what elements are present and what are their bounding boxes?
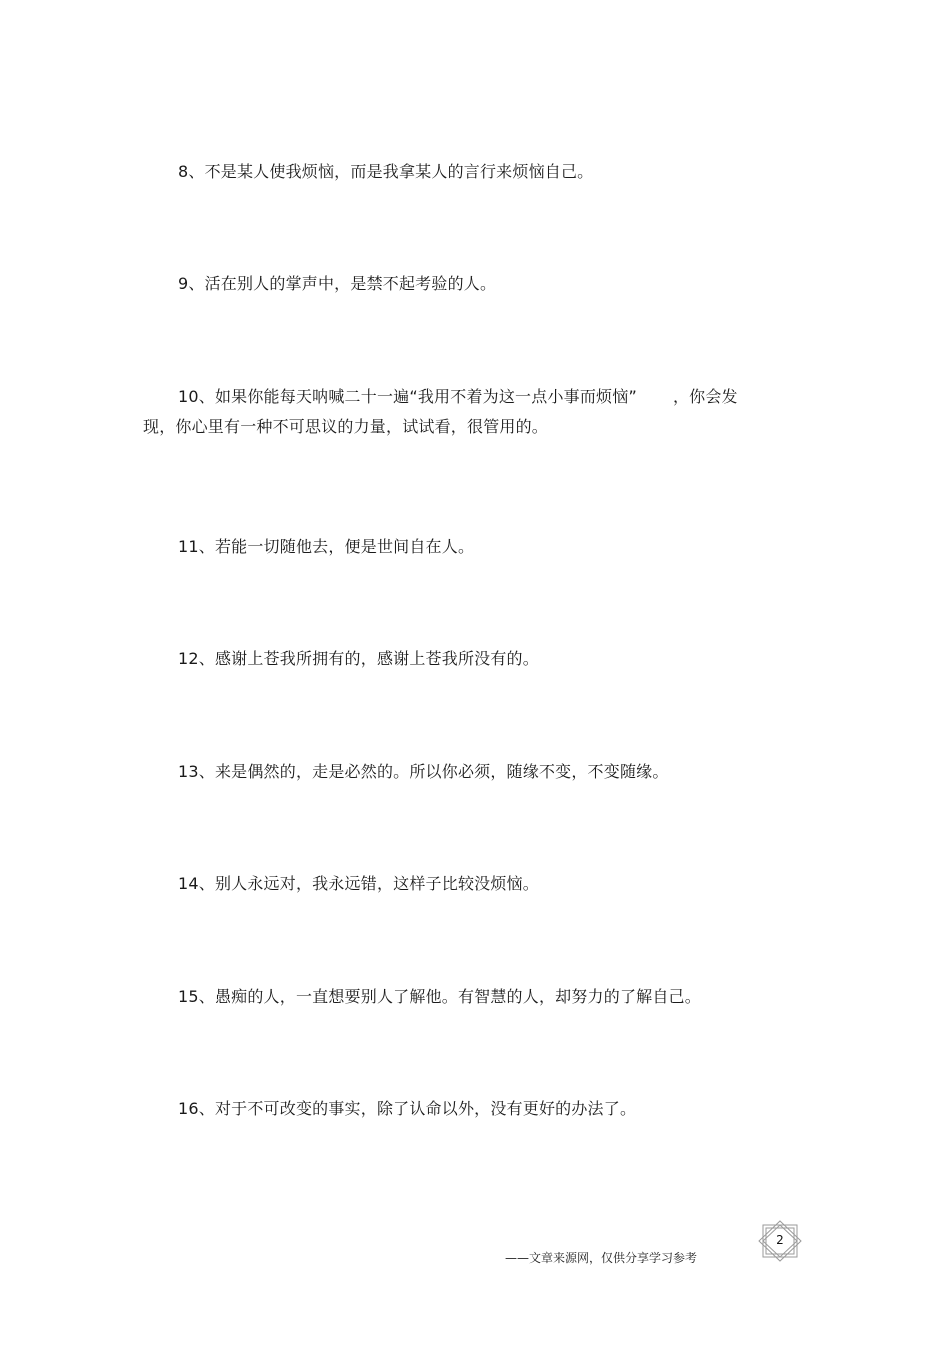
quote-text: 16、对于不可改变的事实，除了认命以外，没有更好的办法了。 [178, 1099, 637, 1118]
quote-continuation: 现，你心里有一种不可思议的力量，试试看，很管用的。 [143, 417, 549, 436]
footer-source-note: ——文章来源网，仅供分享学习参考 [505, 1251, 698, 1265]
quote-text: 12、感谢上苍我所拥有的，感谢上苍我所没有的。 [178, 649, 539, 668]
quote-13 [143, 757, 803, 787]
quote-text: 14、别人永远对，我永远错，这样子比较没烦恼。 [178, 874, 539, 893]
quote-text-part-a: 10、如果你能每天呐喊二十一遍“我用不着为这一点小事而烦恼” [178, 387, 637, 406]
quote-text: 15、愚痴的人，一直想要别人了解他。有智慧的人，却努力的了解自己。 [178, 987, 701, 1006]
quote-8 [143, 157, 803, 187]
quote-12 [143, 644, 803, 674]
quote-text: 9、活在别人的掌声中，是禁不起考验的人。 [178, 274, 497, 293]
quote-14 [143, 869, 803, 899]
page-number: 2 [776, 1233, 784, 1247]
quote-text: 11、若能一切随他去，便是世间自在人。 [178, 537, 475, 556]
quote-9 [143, 269, 803, 299]
quote-11 [143, 532, 803, 562]
quote-first-line [143, 382, 803, 412]
quote-15 [143, 982, 803, 1012]
quote-text: 13、来是偶然的，走是必然的。所以你必须，随缘不变，不变随缘。 [178, 762, 669, 781]
quote-text-part-b: ，你会发 [672, 387, 738, 406]
quote-text: 8、不是某人使我烦恼，而是我拿某人的言行来烦恼自己。 [178, 162, 594, 181]
quote-10 [143, 382, 803, 442]
quote-16 [143, 1094, 803, 1124]
page-number-badge [757, 1220, 803, 1262]
